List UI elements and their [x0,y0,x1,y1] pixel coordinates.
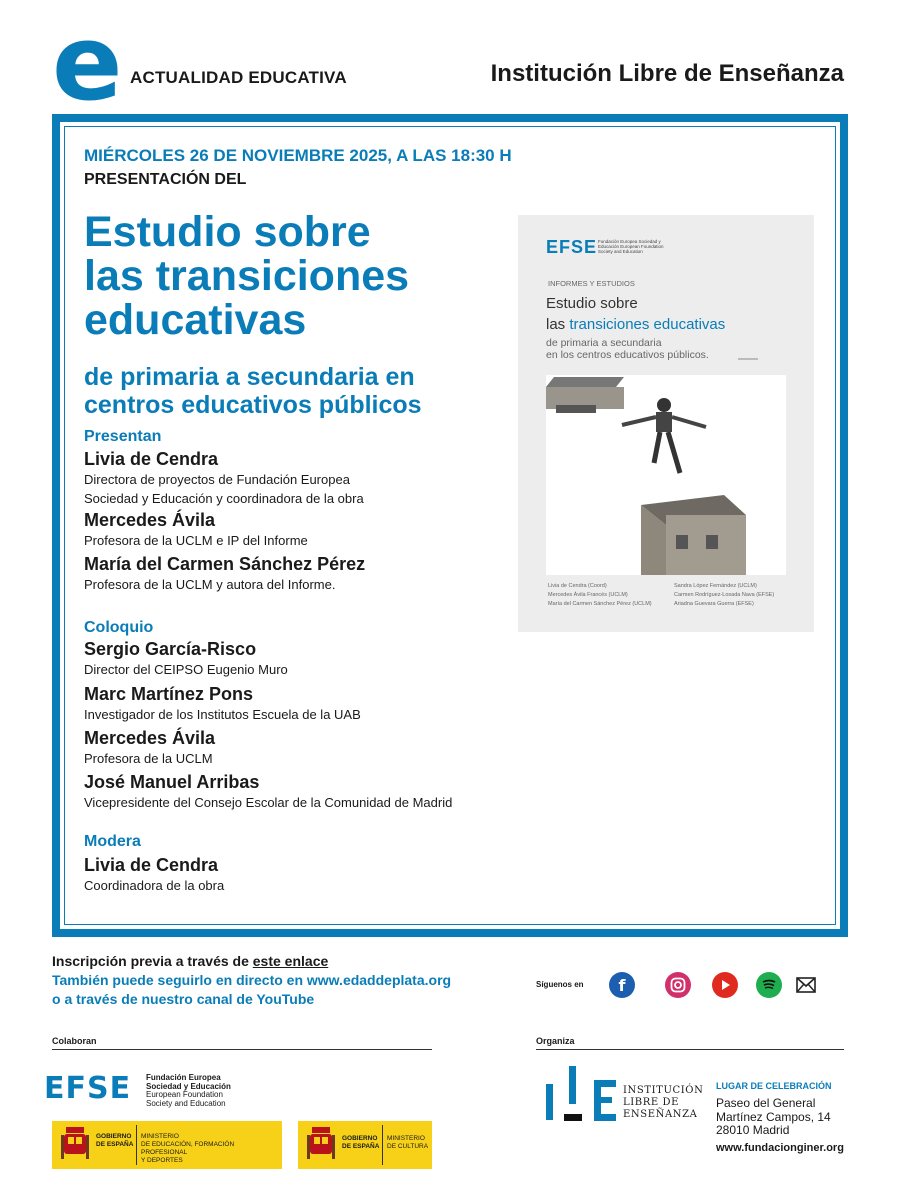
person-role: Vicepresidente del Consejo Escolar de la Comunidad de Madrid [84,795,453,810]
follow-label: Síguenos en [536,980,584,989]
person-name: Livia de Cendra [84,449,219,469]
person-role: Profesora de la UCLM [84,751,213,766]
presentation-label: PRESENTACIÓN DEL [84,171,247,188]
presenter-2 [84,510,308,550]
person-role: Profesora de la UCLM e IP del Informe [84,533,308,548]
facebook-icon[interactable]: f [609,972,635,998]
book-efse-logo: EFSE [546,237,598,257]
spotify-icon[interactable] [756,972,782,998]
book-credits-right: Sandra López Fernández (UCLM) Carmen Rodríguez-Losada Nava (EFSE) Ariadna Guevara Guerra (EFSE) [674,583,775,607]
efse-logo: EFSE [44,1071,132,1106]
presenter-3 [84,554,365,594]
event-date: MIÉRCOLES 26 DE NOVIEMBRE 2025, A LAS 18:30 H [84,146,512,165]
colaboran-label: Colaboran [52,1036,97,1046]
person-role: Profesora de la UCLM y autora del Informe. [84,577,336,592]
panelist-4 [84,772,452,812]
instagram-icon[interactable] [665,972,691,998]
panelist-3 [84,728,215,768]
ile-logo-mark [544,1066,618,1124]
event-title: Estudio sobre las transiciones educativas [84,208,410,344]
person-name: María del Carmen Sánchez Pérez [84,554,366,574]
person-role: Coordinadora de la obra [84,878,225,893]
book-efse-logo-text: Fundación Europea Sociedad y Educación European Foundation Society and Education [598,239,664,254]
book-title-line-2: las transiciones educativas [546,316,726,333]
stream-line-2: o a través de nuestro canal de YouTube [52,991,315,1007]
book-subtitle: de primaria a secundaria en los centros educativos públicos. [546,337,709,361]
coat-of-arms-icon [60,1127,90,1168]
person-name: Livia de Cendra [84,855,219,875]
organiza-divider [536,1049,844,1050]
stream-info [52,971,451,1009]
ile-logo [544,1066,618,1129]
registration-link[interactable]: este enlace [252,953,329,969]
presenter-1 [84,449,364,508]
actualidad-educativa-logo: e [52,2,123,124]
panelist-1 [84,639,288,679]
organiza-label: Organiza [536,1036,575,1046]
moderator [84,855,224,895]
ile-logo-text: INSTITUCIÓN LIBRE DE ENSEÑANZA [623,1085,704,1120]
book-title-line-1: Estudio sobre [546,295,638,312]
colaboran-divider [52,1049,432,1050]
person-role: Directora de proyectos de Fundación Europea [84,472,350,487]
youtube-icon[interactable] [712,972,738,998]
person-name: Mercedes Ávila [84,728,216,748]
coloquio-heading: Coloquio [84,619,154,636]
venue-website-link[interactable]: www.fundacionginer.org [716,1142,844,1154]
book-cover-image [518,215,814,632]
person-name: Sergio García-Risco [84,639,257,659]
ministry-education-logo: GOBIERNO DE ESPAÑA MINISTERIO DE EDUCACIÓN, FORMACIÓN PROFESIONAL Y DEPORTES [52,1121,282,1169]
institution-name: Institución Libre de Enseñanza [490,60,844,87]
book-credits-left: Livia de Cendra (Coord) Mercedes Ávila Francés (UCLM) María del Carmen Sánchez Pérez (UCLM) [548,583,652,607]
mail-icon[interactable] [796,977,816,998]
book-photo-jumping-boy [546,375,786,575]
event-subtitle: de primaria a secundaria en centros educativos públicos [84,363,422,419]
venue-heading: LUGAR DE CELEBRACIÓN [716,1081,832,1091]
coat-of-arms-icon [306,1127,336,1168]
registration-line: Inscripción previa a través de este enlace [52,953,329,969]
person-name: Mercedes Ávila [84,510,216,530]
venue-address: Paseo del General Martínez Campos, 14 28010 Madrid [716,1096,831,1137]
person-role: Sociedad y Educación y coordinadora de la obra [84,491,364,506]
ministry-culture-logo: GOBIERNO DE ESPAÑA MINISTERIO DE CULTURA [298,1121,432,1169]
efse-logo-text: Fundación Europea Sociedad y Educación European Foundation Society and Education [146,1073,231,1108]
panelist-2 [84,684,361,724]
person-role: Investigador de los Institutos Escuela de la UAB [84,707,361,722]
brand-name: ACTUALIDAD EDUCATIVA [130,68,347,87]
book-category: INFORMES Y ESTUDIOS [548,279,635,288]
presentan-heading: Presentan [84,428,162,445]
person-name: José Manuel Arribas [84,772,260,792]
modera-heading: Modera [84,833,141,850]
person-name: Marc Martínez Pons [84,684,254,704]
stream-line-1: También puede seguirlo en directo en www.edaddeplata.org [52,972,452,988]
person-role: Director del CEIPSO Eugenio Muro [84,662,288,677]
